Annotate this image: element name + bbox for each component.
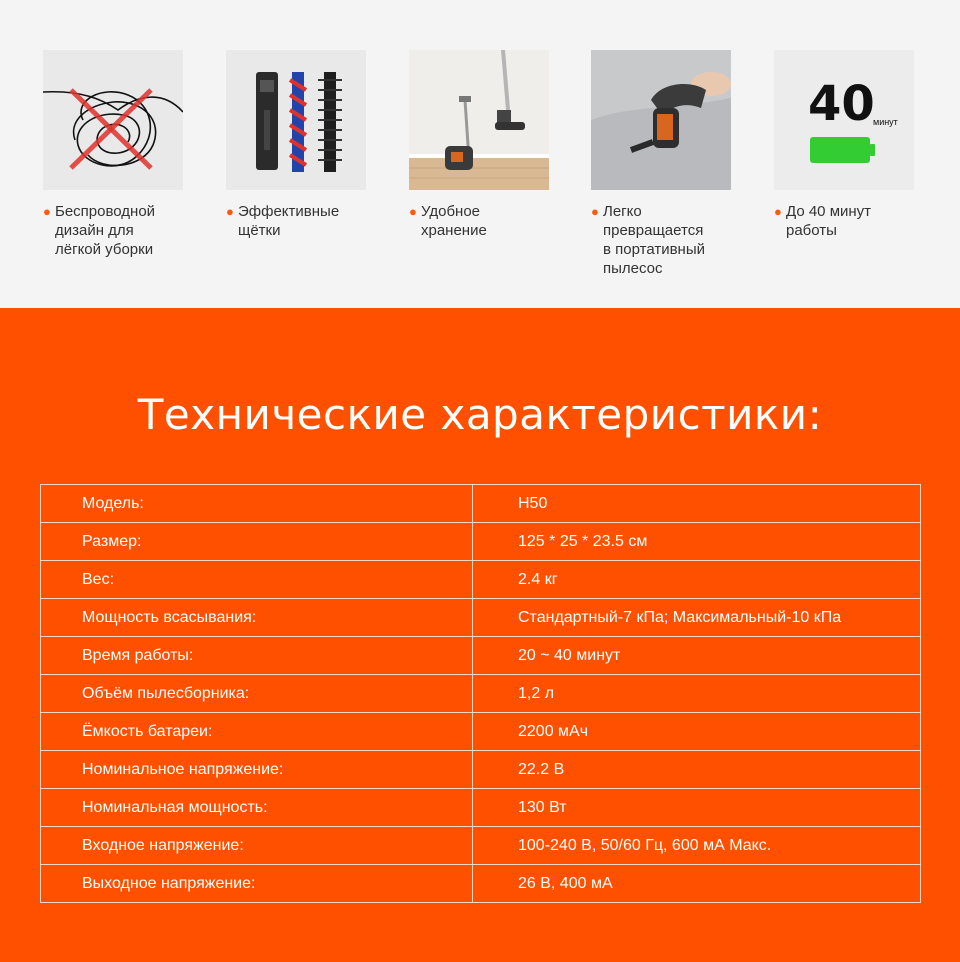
spec-label: Вес: [41, 561, 473, 599]
spec-value: Стандартный-7 кПа; Максимальный-10 кПа [473, 599, 921, 637]
spec-value: 130 Вт [473, 789, 921, 827]
table-row [41, 865, 921, 903]
bullet-icon: ● [409, 204, 417, 219]
specs-table [40, 484, 921, 903]
table-row [41, 789, 921, 827]
spec-label: Номинальная мощность: [41, 789, 473, 827]
table-row [41, 675, 921, 713]
feature-caption: ● Беспроводной дизайн для лёгкой уборки [43, 203, 156, 258]
spec-label: Мощность всасывания: [41, 599, 473, 637]
feature-cordless [43, 50, 183, 259]
spec-value: 2200 мАч [473, 713, 921, 751]
table-row [41, 599, 921, 637]
cordless-icon [43, 50, 183, 190]
spec-value: 20 ~ 40 минут [473, 637, 921, 675]
table-row [41, 827, 921, 865]
table-row [41, 523, 921, 561]
brushes-icon [226, 50, 366, 190]
spec-label: Ёмкость батареи: [41, 713, 473, 751]
table-row [41, 713, 921, 751]
specs-title: Технические характеристики: [137, 390, 823, 439]
spec-value: 2.4 кг [473, 561, 921, 599]
feature-battery [774, 50, 914, 240]
feature-handheld [591, 50, 731, 278]
feature-brushes [226, 50, 366, 240]
features-section [0, 0, 960, 308]
spec-label: Время работы: [41, 637, 473, 675]
feature-caption: ● До 40 минут работы [774, 203, 872, 239]
battery-unit: минут [873, 117, 898, 127]
bullet-icon: ● [591, 204, 599, 219]
feature-storage [409, 50, 549, 240]
feature-caption: ● Удобное хранение [409, 203, 487, 239]
table-row [41, 485, 921, 523]
spec-label: Входное напряжение: [41, 827, 473, 865]
table-row [41, 751, 921, 789]
spec-value: 26 В, 400 мА [473, 865, 921, 903]
spec-label: Размер: [41, 523, 473, 561]
storage-icon [409, 50, 549, 190]
spec-value: 22.2 В [473, 751, 921, 789]
feature-caption: ● Эффективные щётки [226, 203, 340, 239]
spec-value: 100-240 В, 50/60 Гц, 600 мА Макс. [473, 827, 921, 865]
spec-label: Объём пылесборника: [41, 675, 473, 713]
handheld-vacuum-icon [591, 50, 731, 190]
specs-section [0, 308, 960, 962]
table-row [41, 637, 921, 675]
feature-caption: ● Легко превращается в портативный пылесос [591, 203, 705, 277]
spec-value: 1,2 л [473, 675, 921, 713]
spec-label: Модель: [41, 485, 473, 523]
battery-icon [774, 50, 914, 190]
spec-label: Номинальное напряжение: [41, 751, 473, 789]
bullet-icon: ● [226, 204, 234, 219]
spec-value: 125 * 25 * 23.5 см [473, 523, 921, 561]
battery-big-number: 40 [808, 76, 875, 132]
bullet-icon: ● [43, 204, 51, 219]
spec-value: H50 [473, 485, 921, 523]
table-row [41, 561, 921, 599]
spec-label: Выходное напряжение: [41, 865, 473, 903]
bullet-icon: ● [774, 204, 782, 219]
